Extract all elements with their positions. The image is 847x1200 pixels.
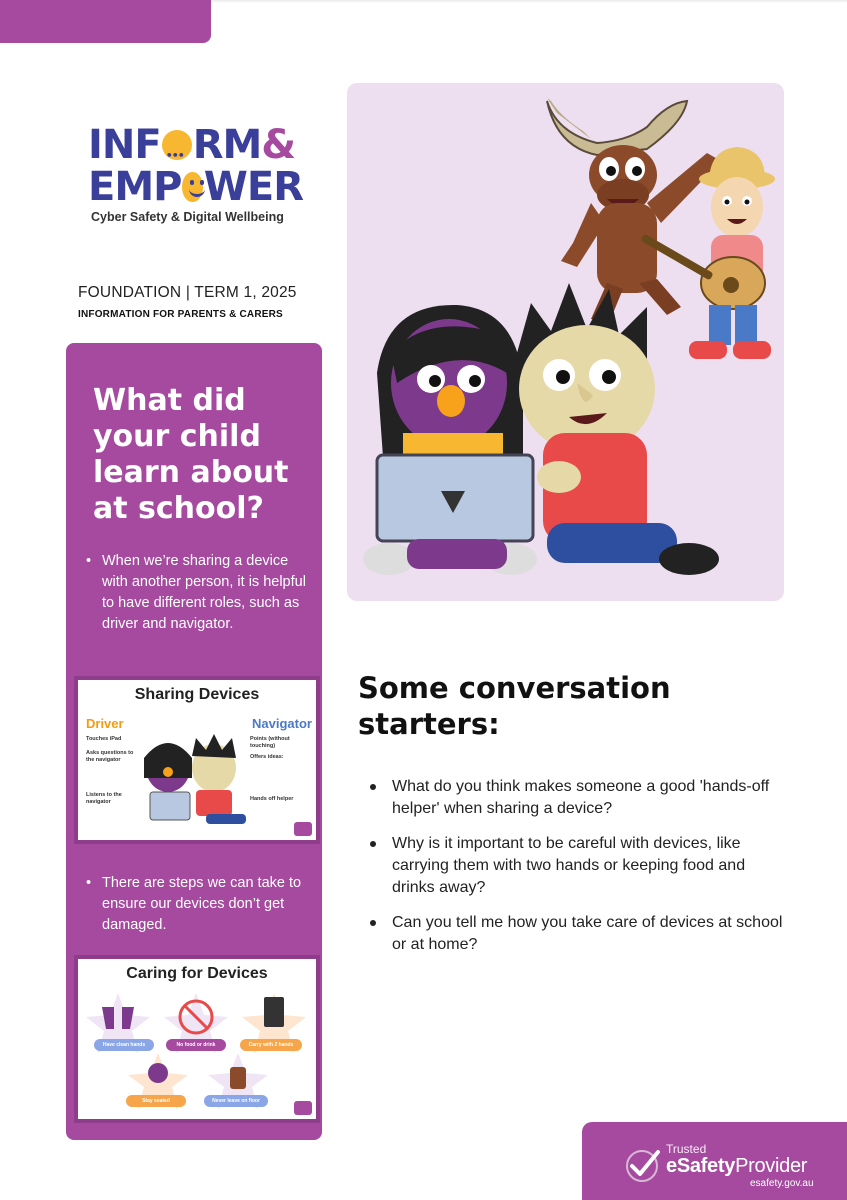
navigator-note: Points (without touching) <box>250 736 290 749</box>
speech-bubble-icon <box>162 130 192 160</box>
logo-text: RM <box>192 122 262 168</box>
logo-text: EMP <box>88 164 182 210</box>
trusted-esafety-provider-badge <box>582 1122 847 1200</box>
driver-note: Touches iPad <box>86 736 122 742</box>
driver-note: Listens to the navigator <box>86 792 122 805</box>
tip-pill: Carry with 2 hands <box>240 1039 302 1051</box>
characters-illustration-card <box>347 83 784 601</box>
logo-text: WER <box>203 164 303 210</box>
caring-devices-thumbnail <box>74 955 320 1123</box>
caring-devices-illustration <box>78 989 316 1115</box>
navigator-note: Offers ideas: <box>250 754 284 760</box>
bullet-text: • There are steps we can take to ensure our devices don’t get damaged. <box>86 873 308 936</box>
term-heading: FOUNDATION | TERM 1, 2025 <box>78 284 297 301</box>
badge-provider-name <box>666 1155 807 1178</box>
driver-note: Asks questions to the navigator <box>86 750 134 763</box>
conversation-starters-list <box>370 776 790 969</box>
list-item: Why is it important to be careful with devices, like carrying them with two hands or keeping food and drinks away? <box>370 833 790 899</box>
top-divider <box>211 0 847 3</box>
driver-label: Driver <box>86 716 124 731</box>
mini-logo-icon <box>294 822 312 836</box>
tip-pill: Never leave on floor <box>204 1095 268 1107</box>
navigator-label: Navigator <box>252 716 312 731</box>
panel-bullet-caring <box>86 873 308 936</box>
top-tab-decoration <box>0 0 211 43</box>
conversation-starters-heading: Some conversation starters: <box>358 671 671 741</box>
bullet-text: • When we’re sharing a device with another person, it is helpful to have different roles, such as driver and navigator. <box>86 551 308 635</box>
badge-name-bold: eSafety <box>666 1155 736 1177</box>
sharing-devices-thumbnail <box>74 676 320 844</box>
children-sharing-illustration <box>136 728 256 832</box>
badge-name-light: Provider <box>735 1155 808 1177</box>
logo-ampersand: & <box>261 122 296 168</box>
tip-pill: Have clean hands <box>94 1039 154 1051</box>
badge-trusted-label: Trusted <box>666 1142 707 1156</box>
tip-pill: No food or drink <box>166 1039 226 1051</box>
thumbnail-title: Caring for Devices <box>126 965 268 982</box>
list-item: Can you tell me how you take care of devices at school or at home? <box>370 912 790 956</box>
inform-empower-logo <box>88 124 303 224</box>
smiley-icon <box>182 172 202 202</box>
logo-subtitle: Cyber Safety & Digital Wellbeing <box>91 210 284 224</box>
audience-heading: INFORMATION FOR PARENTS & CARERS <box>78 309 283 320</box>
mini-logo-icon <box>294 1101 312 1115</box>
list-item: What do you think makes someone a good 'hands-off helper' when sharing a device? <box>370 776 790 820</box>
learning-panel <box>66 343 322 1140</box>
characters-illustration <box>347 83 784 601</box>
panel-bullet-sharing <box>86 551 308 635</box>
panel-title: What did your child learn about at school? <box>93 383 289 526</box>
navigator-note: Hands off helper <box>250 796 294 802</box>
logo-text: INF <box>88 122 161 168</box>
tip-pill: Stay seated <box>126 1095 186 1107</box>
thumbnail-title: Sharing Devices <box>134 686 260 703</box>
badge-url: esafety.gov.au <box>750 1178 814 1189</box>
checkmark-icon <box>624 1146 662 1184</box>
